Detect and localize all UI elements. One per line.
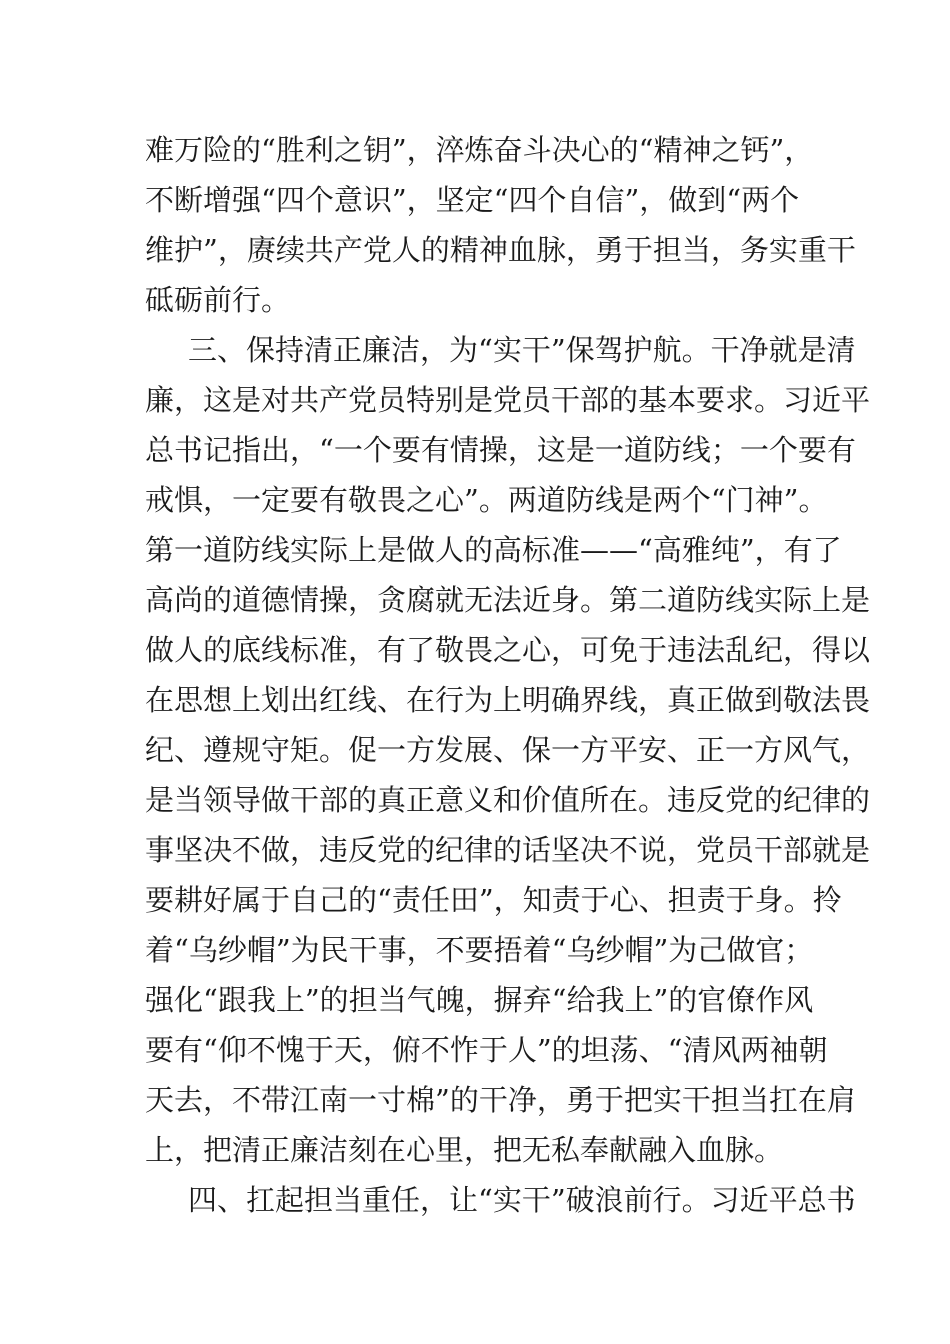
text-line: 戒惧，一定要有敬畏之心”。两道防线是两个“门神”。 [145,483,828,517]
text-line: 着“乌纱帽”为民干事，不要捂着“乌纱帽”为己做官； [145,933,814,967]
text-line: 廉，这是对共产党员特别是党员干部的基本要求。习近平 [145,383,871,417]
text-line: 强化“跟我上”的担当气魄，摒弃“给我上”的官僚作风 [145,983,814,1017]
text-line: 要耕好属于自己的“责任田”，知责于心、担责于身。拎 [145,883,842,917]
text-line: 天去，不带江南一寸棉”的干净，勇于把实干担当扛在肩 [145,1083,856,1117]
text-line: 难万险的“胜利之钥”，淬炼奋斗决心的“精神之钙”， [145,133,814,167]
text-line: 第一道防线实际上是做人的高标准——“高雅纯”，有了 [145,533,842,567]
text-line: 做人的底线标准，有了敬畏之心，可免于违法乱纪，得以 [145,633,871,667]
text-line: 维护”，赓续共产党人的精神血脉，勇于担当，务实重干 [145,233,856,267]
text-line: 是当领导做干部的真正意义和价值所在。违反党的纪律的 [145,783,871,817]
text-line: 纪、遵规守矩。促一方发展、保一方平安、正一方风气， [145,733,871,767]
section-heading-line: 三、保持清正廉洁，为“实干”保驾护航。干净就是清 [188,333,856,367]
text-line: 在思想上划出红线、在行为上明确界线，真正做到敬法畏 [145,683,871,717]
text-line: 高尚的道德情操，贪腐就无法近身。第二道防线实际上是 [145,583,871,617]
text-line: 上，把清正廉洁刻在心里，把无私奉献融入血脉。 [145,1133,784,1167]
text-line: 不断增强“四个意识”，坚定“四个自信”，做到“两个 [145,183,800,217]
text-line: 事坚决不做，违反党的纪律的话坚决不说，党员干部就是 [145,833,871,867]
text-line: 砥砺前行。 [145,283,291,317]
text-line: 要有“仰不愧于天，俯不怍于人”的坦荡、“清风两袖朝 [145,1033,828,1067]
section-heading-line: 四、扛起担当重任，让“实干”破浪前行。习近平总书 [188,1183,856,1217]
text-line: 总书记指出，“一个要有情操，这是一道防线；一个要有 [145,433,856,467]
